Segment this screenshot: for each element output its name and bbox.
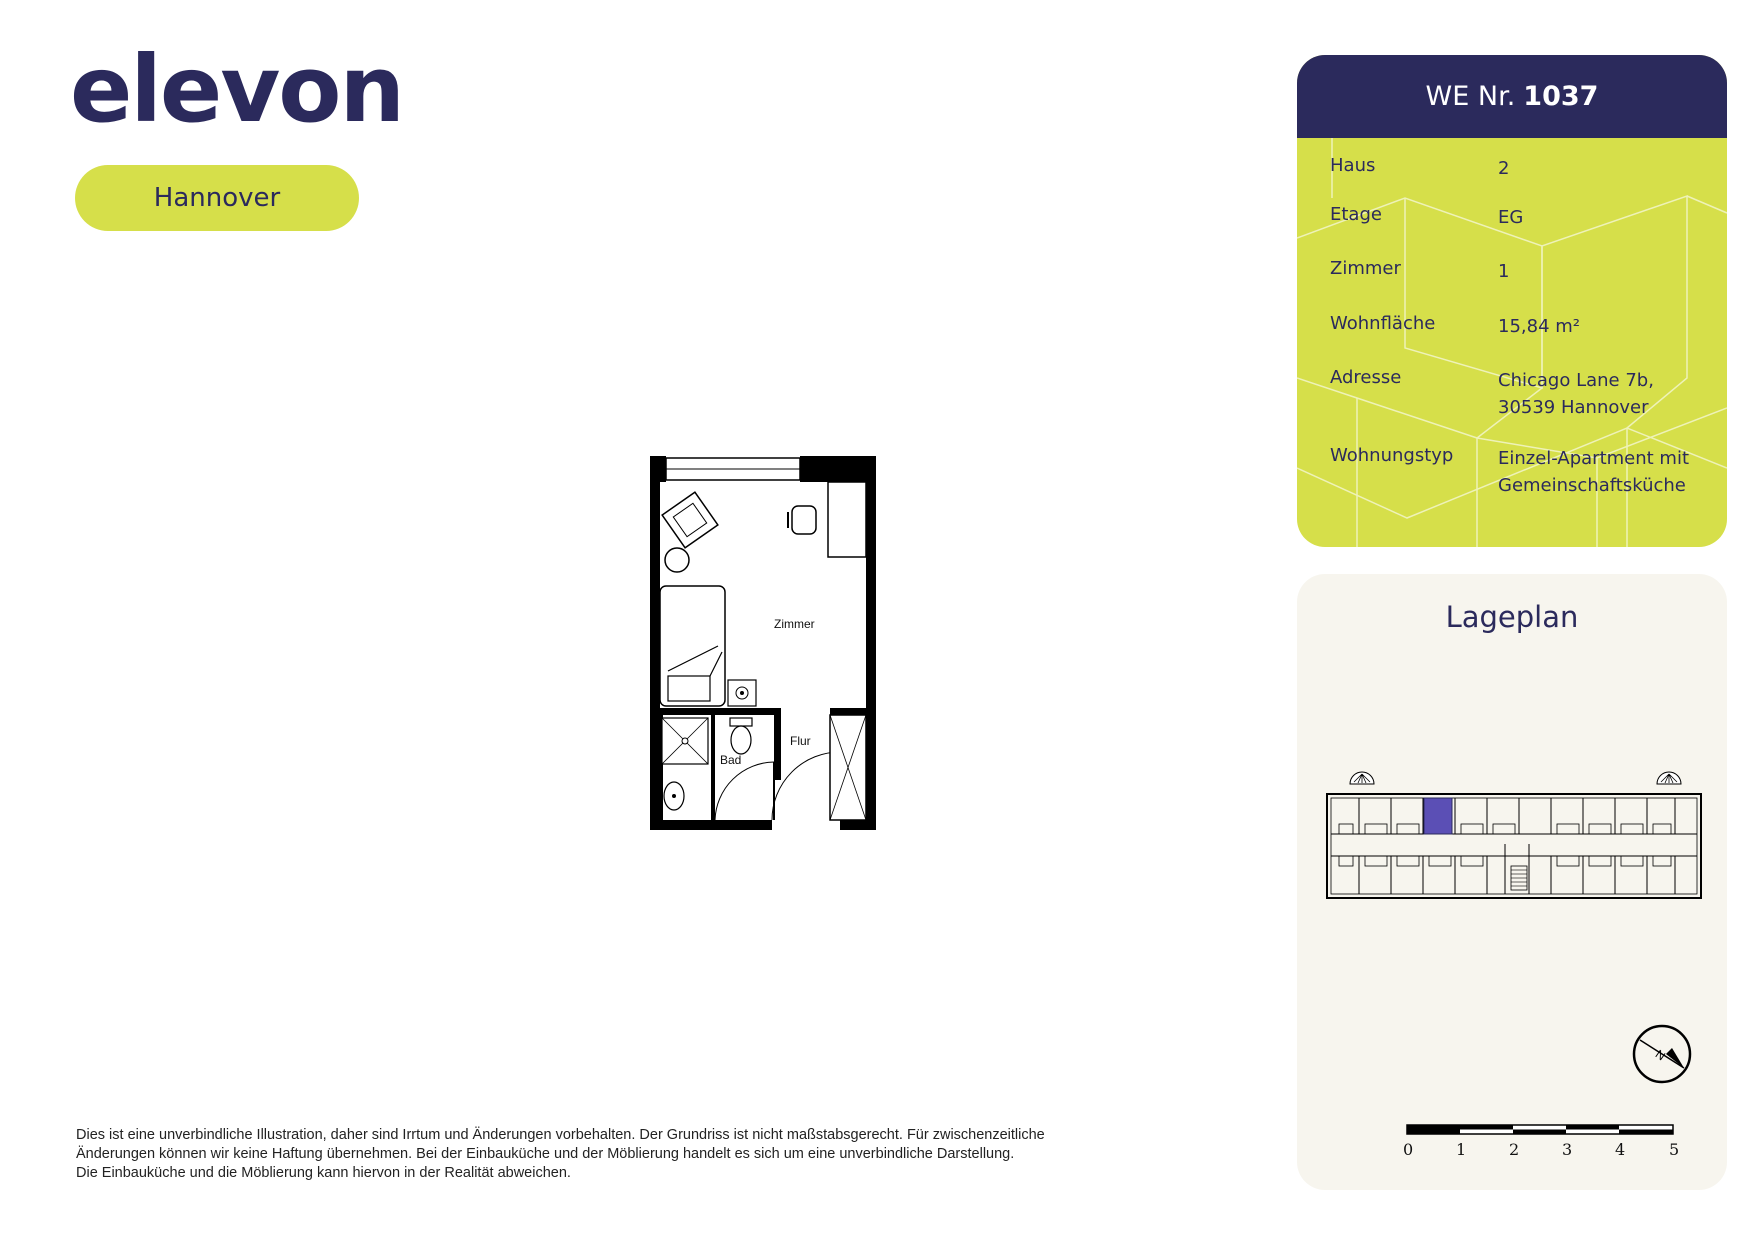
detail-label: Etage	[1330, 204, 1382, 225]
detail-value	[1498, 445, 1718, 499]
site-plan-card	[1297, 574, 1727, 1190]
detail-value: 1	[1498, 261, 1510, 282]
scale-label: 3	[1562, 1140, 1573, 1159]
highlighted-unit	[1424, 798, 1452, 834]
disclaimer	[76, 1126, 1166, 1183]
detail-label: Haus	[1330, 155, 1376, 176]
stair-ornament-left	[1350, 772, 1374, 784]
scale-labels	[1403, 1140, 1687, 1160]
scale-bar	[1407, 1125, 1673, 1134]
desk-chair	[788, 506, 816, 534]
address-line: 30539 Hannover	[1498, 397, 1649, 418]
floor-plan	[650, 456, 880, 836]
stair-ornament-right	[1657, 772, 1681, 784]
type-line: Gemeinschaftsküche	[1498, 475, 1686, 496]
bathroom-sink	[664, 782, 684, 810]
shower	[662, 718, 708, 764]
unit-number-prefix: WE Nr.	[1425, 81, 1516, 112]
detail-value: 2	[1498, 158, 1510, 179]
detail-label: Zimmer	[1330, 258, 1401, 279]
detail-label: Adresse	[1330, 367, 1402, 388]
armchair	[662, 492, 718, 548]
room-label: Zimmer	[774, 617, 815, 631]
detail-value	[1498, 367, 1718, 421]
scale-label: 1	[1456, 1140, 1467, 1159]
disclaimer-line: Dies ist eine unverbindliche Illustration, daher sind Irrtum und Änderungen vorbehalten. Der Grundriss ist nicht maßstabsgerecht. Für zwischenzeitliche	[76, 1127, 1045, 1143]
nightstand	[728, 680, 756, 706]
unit-number-header	[1297, 55, 1727, 138]
disclaimer-line: Änderungen können wir keine Haftung übernehmen. Bei der Einbauküche und der Möblierung handelt es sich um eine unverbindliche Darstellung.	[76, 1146, 1015, 1162]
scale-label: 2	[1509, 1140, 1520, 1159]
unit-info-card	[1297, 55, 1727, 547]
svg-text:N: N	[1652, 1047, 1668, 1064]
scale-label: 4	[1615, 1140, 1626, 1159]
wardrobe-top	[828, 482, 866, 557]
wardrobe-hall	[830, 715, 866, 820]
bathroom-door	[715, 762, 774, 820]
site-plan-drawing	[1297, 574, 1727, 1190]
brand-logo: elevon	[70, 36, 403, 143]
city-badge	[75, 165, 359, 231]
detail-value: 15,84 m²	[1498, 316, 1581, 337]
unit-number: 1037	[1523, 81, 1599, 112]
scale-label: 5	[1669, 1140, 1680, 1159]
detail-label: Wohnfläche	[1330, 313, 1436, 334]
building-outline	[1327, 794, 1701, 898]
scale-label: 0	[1403, 1140, 1414, 1159]
north-arrow-icon	[1634, 1026, 1690, 1082]
site-plan-title: Lageplan	[1445, 600, 1579, 634]
address-line: Chicago Lane 7b,	[1498, 370, 1654, 391]
side-table	[665, 548, 689, 572]
toilet	[730, 718, 752, 754]
hall-label: Flur	[790, 734, 811, 748]
disclaimer-line: Die Einbauküche und die Möblierung kann hiervon in der Realität abweichen.	[76, 1165, 571, 1181]
detail-value: EG	[1498, 207, 1524, 228]
bath-label: Bad	[720, 753, 742, 767]
bed	[660, 586, 725, 706]
detail-label: Wohnungstyp	[1330, 445, 1454, 466]
city-label: Hannover	[153, 183, 281, 213]
type-line: Einzel-Apartment mit	[1498, 448, 1690, 469]
